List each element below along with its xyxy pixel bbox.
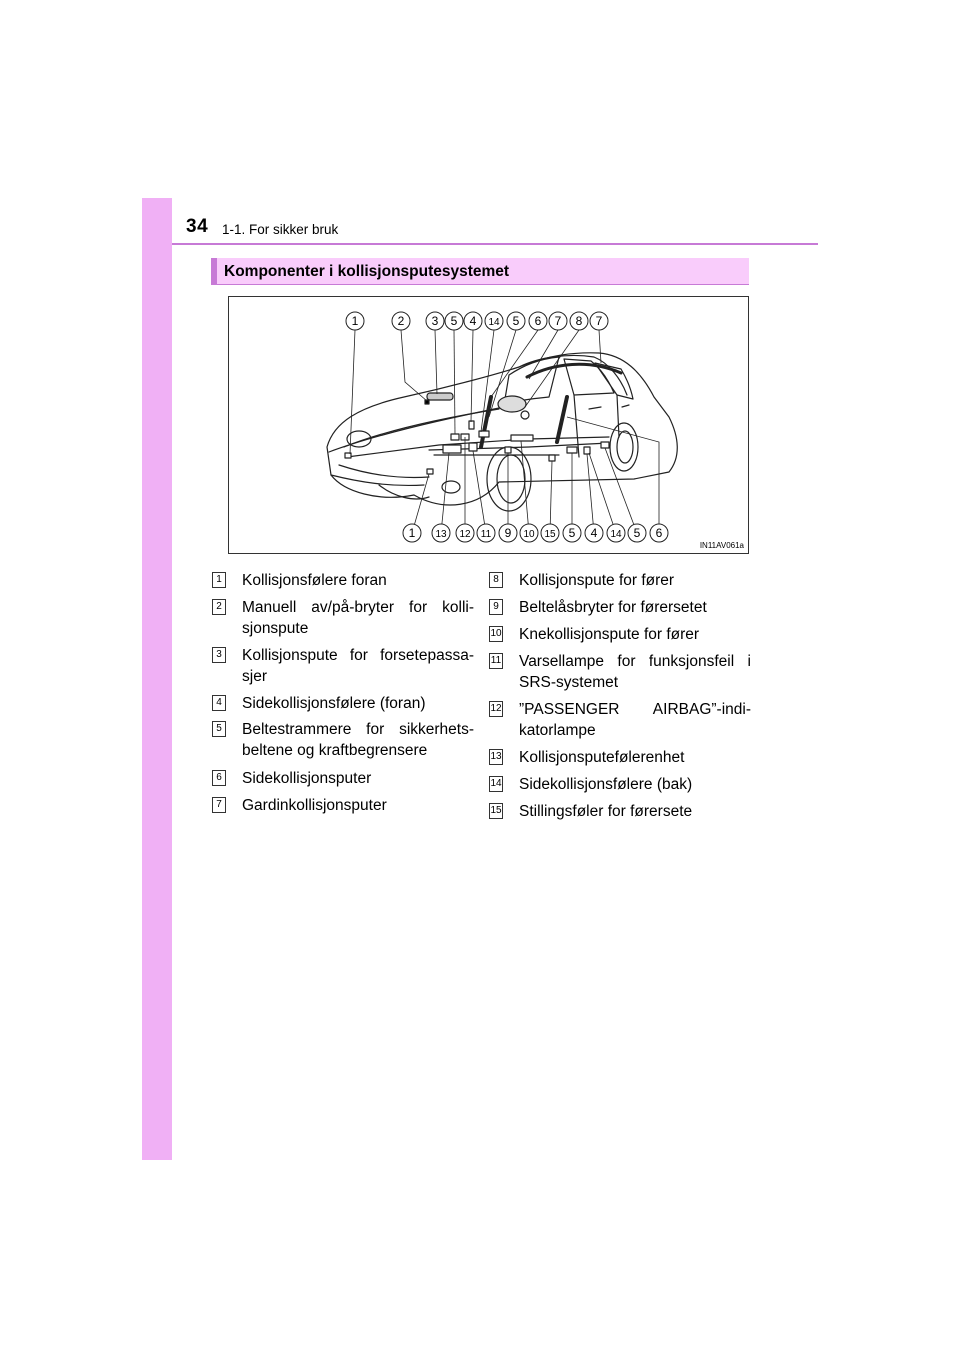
callout-label: 14: [488, 317, 500, 328]
sensor-assembly: [479, 431, 489, 437]
srs-warning-lamp: [469, 443, 477, 451]
rear-belt: [601, 442, 609, 448]
front-sensor-lower: [427, 469, 433, 474]
leader-7-top-a: [529, 330, 558, 379]
car-door-handle: [589, 407, 601, 409]
callout-label: 1: [351, 314, 359, 328]
knee-airbag: [511, 435, 533, 441]
legend-text: Kollisjonspute for forsetepassa-sjer: [242, 647, 474, 685]
callout-marker: [432, 524, 450, 542]
car-illustration: [229, 297, 748, 553]
legend-number: 11: [489, 653, 503, 669]
callout-marker: [445, 312, 463, 330]
legend-text: ”PASSENGER AIRBAG”-indi-katorlampe: [519, 701, 751, 739]
callout-marker: [541, 524, 559, 542]
leader-5-top-a: [454, 330, 455, 434]
rear-side-sensor: [584, 447, 590, 454]
callout-label: 6: [534, 314, 542, 328]
sidebar-tab: [142, 198, 172, 1160]
leader-15-bottom: [550, 461, 552, 533]
figure-code: IN11AV061a: [699, 541, 744, 550]
section-title: Komponenter i kollisjonsputesystemet: [224, 263, 510, 280]
legend-text: Beltestrammere for sikkerhets-beltene og kraftbegrensere: [242, 721, 474, 759]
car-door-handle-rear: [622, 405, 629, 407]
leader-3-top: [435, 330, 437, 394]
driver-airbag: [498, 396, 526, 412]
leader-7-top-b: [599, 330, 601, 363]
legend-number: 7: [212, 797, 226, 813]
callout-label: 3: [431, 314, 439, 328]
callout-marker: [607, 524, 625, 542]
car-hood-line: [344, 409, 499, 447]
legend-number: 8: [489, 572, 503, 588]
callout-label: 15: [544, 529, 556, 540]
callout-label: 11: [480, 529, 492, 540]
legend-number: 4: [212, 695, 226, 711]
leader-6-bottom: [567, 417, 659, 533]
legend-text: Gardinkollisjonsputer: [242, 797, 387, 814]
callout-label: 14: [610, 529, 622, 540]
callout-label: 2: [397, 314, 405, 328]
car-front-wheel-hub: [497, 455, 525, 503]
callout-label: 4: [469, 314, 477, 328]
legend-text: Kollisjonspute for fører: [519, 572, 675, 589]
legend-text: Beltelåsbryter for førersetet: [519, 599, 707, 616]
car-front-bumper: [331, 475, 424, 485]
callout-marker: [563, 524, 581, 542]
callout-label: 5: [633, 526, 641, 540]
legend-number: 3: [212, 647, 226, 663]
callout-marker: [403, 524, 421, 542]
callout-marker: [346, 312, 364, 330]
airbag-sensor-unit: [443, 445, 461, 453]
car-fog-light: [442, 481, 460, 493]
legend-number: 13: [489, 749, 503, 765]
legend-number: 10: [489, 626, 503, 642]
section-accent: [211, 258, 217, 284]
leader-4-top: [471, 330, 473, 422]
passenger-airbag: [427, 393, 453, 400]
legend-text: Kollisjonsputefølerenhet: [519, 749, 685, 766]
legend-text: Manuell av/på-bryter for kolli-sjonspute: [242, 599, 474, 637]
car-grille: [339, 465, 429, 478]
callout-label: 9: [504, 526, 512, 540]
legend-number: 1: [212, 572, 226, 588]
callout-marker: [628, 524, 646, 542]
callout-label: 5: [450, 314, 458, 328]
chapter-title: 1-1. For sikker bruk: [222, 222, 339, 237]
callout-label: 5: [512, 314, 520, 328]
callout-marker: [570, 312, 588, 330]
callout-marker: [650, 524, 668, 542]
legend-number: 9: [489, 599, 503, 615]
callout-marker: [392, 312, 410, 330]
callout-marker: [456, 524, 474, 542]
callout-label: 10: [523, 529, 535, 540]
callout-label: 8: [575, 314, 583, 328]
buckle-switch: [505, 447, 511, 453]
legend-number: 12: [489, 701, 503, 717]
callout-marker: [549, 312, 567, 330]
callout-marker: [590, 312, 608, 330]
callout-marker: [529, 312, 547, 330]
callout-marker: [585, 524, 603, 542]
leader-8-top: [525, 330, 579, 407]
legend-number: 6: [212, 770, 226, 786]
callout-label: 12: [459, 529, 471, 540]
legend-text: Kollisjonsfølere foran: [242, 572, 387, 589]
side-airbag-rear: [557, 397, 567, 442]
legend-number: 15: [489, 803, 503, 819]
callout-marker: [499, 524, 517, 542]
callout-label: 6: [655, 526, 663, 540]
callout-marker: [507, 312, 525, 330]
steering-hub: [521, 411, 529, 419]
leader-1-top: [350, 330, 355, 454]
callout-label: 7: [554, 314, 562, 328]
legend-text: Varsellampe for funksjonsfeil i SRS-systemet: [519, 653, 751, 691]
callout-marker: [464, 312, 482, 330]
legend-text: Sidekollisjonsfølere (foran): [242, 695, 426, 712]
callout-marker: [477, 524, 495, 542]
leader-11-bottom: [473, 451, 486, 533]
legend-number: 2: [212, 599, 226, 615]
callout-marker: [485, 312, 503, 330]
leader-2-top: [401, 330, 427, 401]
page-number: 34: [186, 216, 209, 237]
header-rule: [172, 243, 818, 245]
callout-label: 4: [590, 526, 598, 540]
legend-text: Stillingsføler for førersete: [519, 803, 693, 820]
callout-marker: [520, 524, 538, 542]
callout-label: 1: [408, 526, 416, 540]
airbag-components-figure: [228, 296, 749, 554]
seatbelt-pretensioner-1: [451, 434, 459, 440]
seat-position-sensor: [549, 455, 555, 461]
legend-number: 14: [489, 776, 503, 792]
front-side-sensor: [469, 421, 474, 429]
rear-pretensioner: [567, 447, 577, 453]
callout-label: 13: [435, 529, 447, 540]
legend-number: 5: [212, 721, 226, 737]
legend-text: Sidekollisjonsputer: [242, 770, 372, 787]
callout-label: 7: [595, 314, 603, 328]
callout-marker: [426, 312, 444, 330]
legend-text: Knekollisjonspute for fører: [519, 626, 700, 643]
callout-label: 5: [568, 526, 576, 540]
legend-text: Sidekollisjonsfølere (bak): [519, 776, 693, 793]
